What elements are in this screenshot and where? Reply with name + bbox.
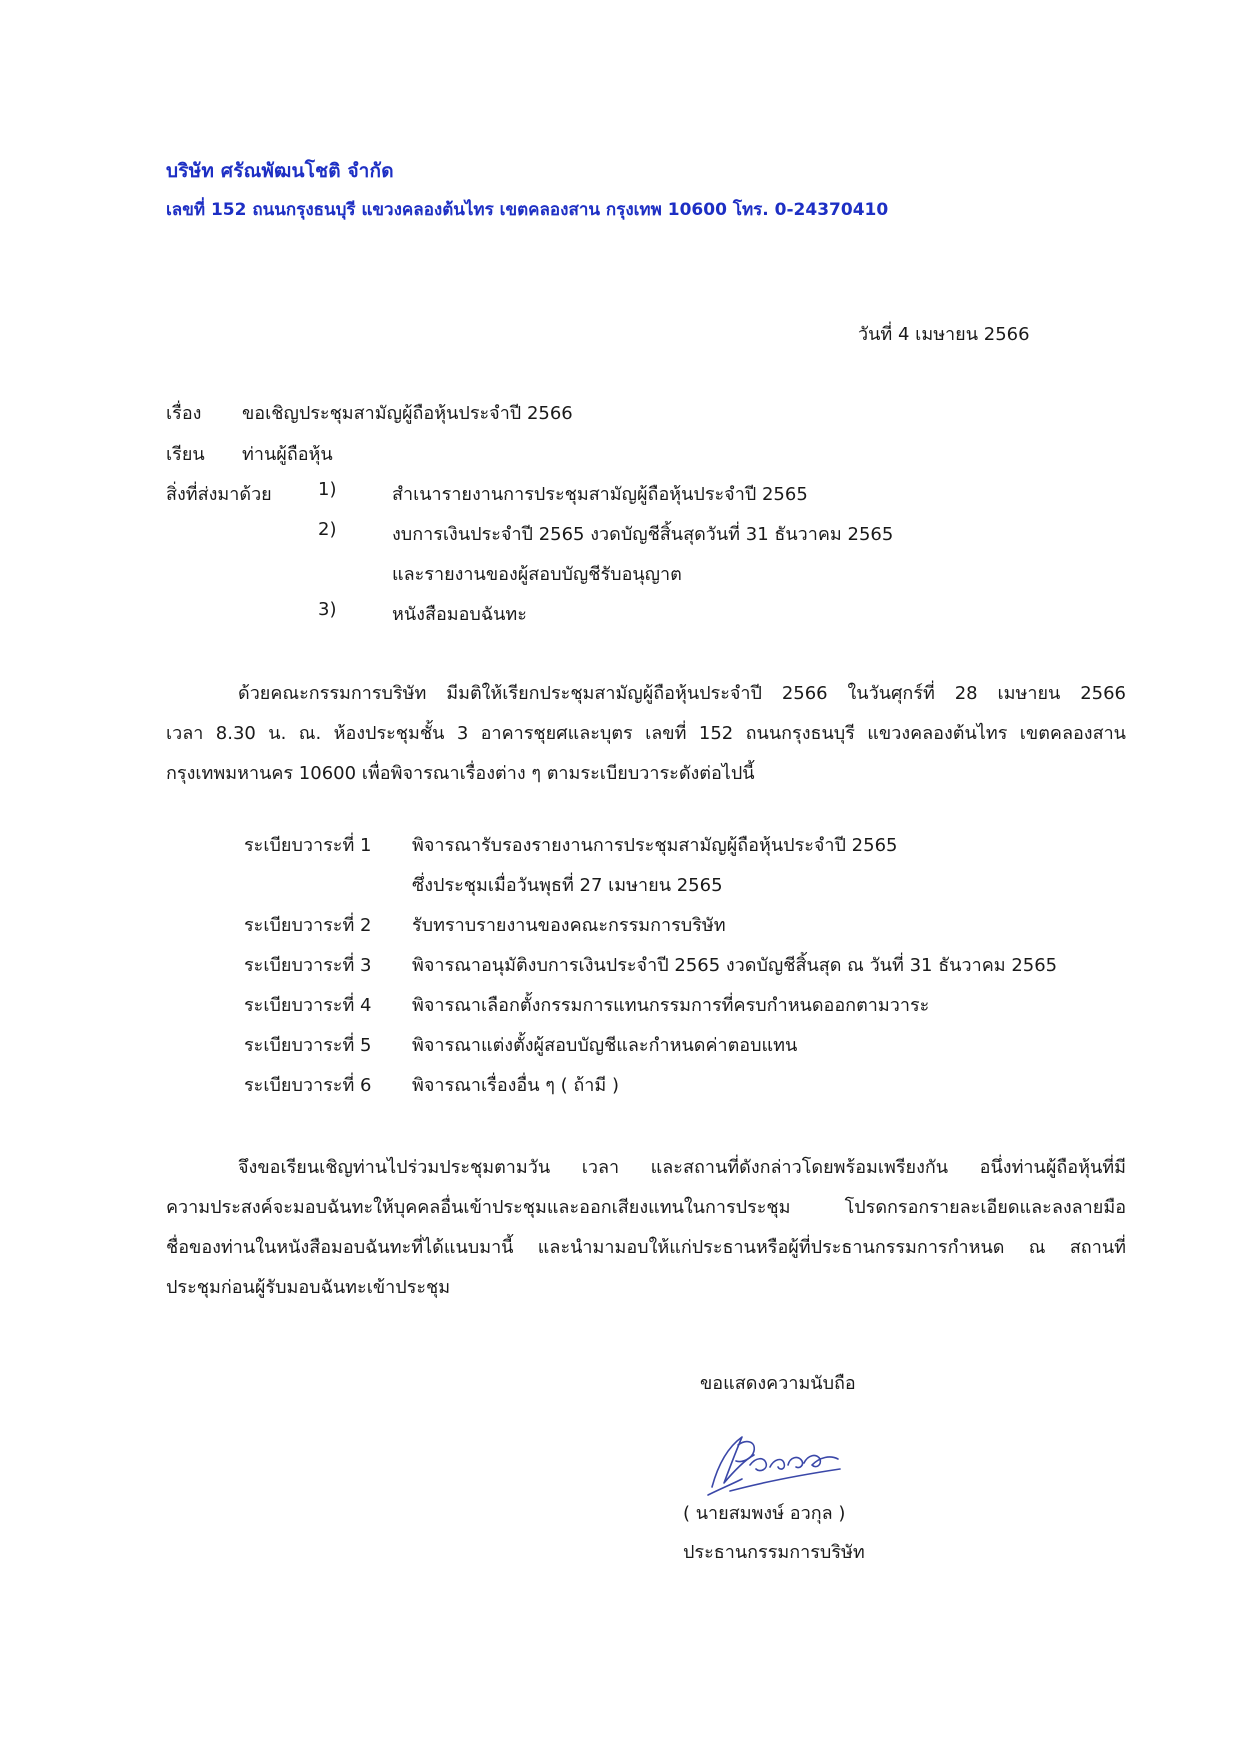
recipient-text: ท่านผู้ถือหุ้น xyxy=(242,444,333,465)
agenda-description: พิจารณาแต่งตั้งผู้สอบบัญชีและกำหนดค่าตอบแทน xyxy=(412,1035,798,1056)
agenda-description: พิจารณาเรื่องอื่น ๆ ( ถ้ามี ) xyxy=(412,1075,619,1096)
company-name: บริษัท ศรัณพัฒนโชติ จำกัด xyxy=(166,160,394,182)
enclosure-3-num: 3) xyxy=(318,599,337,620)
agenda-number: ระเบียบวาระที่ 6 xyxy=(244,1075,372,1096)
subject-label: เรื่อง xyxy=(166,403,202,424)
intro-line: ด้วยคณะกรรมการบริษัท มีมติให้เรียกประชุมสามัญผู้ถือหุ้นประจำปี 2566 ในวันศุกร์ที่ 28 เมษายน 2566 xyxy=(238,683,1126,704)
agenda-description: พิจารณาอนุมัติงบการเงินประจำปี 2565 งวดบัญชีสิ้นสุด ณ วันที่ 31 ธันวาคม 2565 xyxy=(412,955,1058,976)
invitation-line: ประชุมก่อนผู้รับมอบฉันทะเข้าประชุม xyxy=(166,1277,451,1298)
enclosure-2-text: งบการเงินประจำปี 2565 งวดบัญชีสิ้นสุดวันที่ 31 ธันวาคม 2565 xyxy=(392,524,894,545)
enclosure-2-num: 2) xyxy=(318,519,337,540)
enclosure-3-text: หนังสือมอบฉันทะ xyxy=(392,604,527,625)
handwritten-signature xyxy=(690,1425,850,1505)
agenda-description: รับทราบรายงานของคณะกรรมการบริษัท xyxy=(412,915,726,936)
enclosure-2-text-cont: และรายงานของผู้สอบบัญชีรับอนุญาต xyxy=(392,564,682,585)
agenda-description: พิจารณารับรองรายงานการประชุมสามัญผู้ถือหุ้นประจำปี 2565 xyxy=(412,835,898,856)
enclosure-1-num: 1) xyxy=(318,479,337,500)
signer-name: ( นายสมพงษ์ อวกุล ) xyxy=(683,1503,846,1524)
agenda-number: ระเบียบวาระที่ 4 xyxy=(244,995,372,1016)
agenda-number: ระเบียบวาระที่ 3 xyxy=(244,955,372,976)
invitation-line: จึงขอเรียนเชิญท่านไปร่วมประชุมตามวัน เวลา และสถานที่ดังกล่าวโดยพร้อมเพรียงกัน อนึ่งท่านผู้ถือหุ้นที่มี xyxy=(238,1157,1126,1178)
subject-text: ขอเชิญประชุมสามัญผู้ถือหุ้นประจำปี 2566 xyxy=(242,403,573,424)
closing-salutation: ขอแสดงความนับถือ xyxy=(700,1373,856,1394)
invitation-line: ชื่อของท่านในหนังสือมอบฉันทะที่ได้แนบมานี้ และนำมามอบให้แก่ประธานหรือผู้ที่ประธานกรรมการกำหนด ณ สถานที่ xyxy=(166,1237,1126,1258)
intro-paragraph xyxy=(166,674,1126,794)
agenda-number: ระเบียบวาระที่ 2 xyxy=(244,915,372,936)
agenda-number: ระเบียบวาระที่ 1 xyxy=(244,835,372,856)
intro-line: กรุงเทพมหานคร 10600 เพื่อพิจารณาเรื่องต่าง ๆ ตามระเบียบวาระดังต่อไปนี้ xyxy=(166,763,755,784)
agenda-description: พิจารณาเลือกตั้งกรรมการแทนกรรมการที่ครบกำหนดออกตามวาระ xyxy=(412,995,930,1016)
invitation-line: ความประสงค์จะมอบฉันทะให้บุคคลอื่นเข้าประชุมและออกเสียงแทนในการประชุม โปรดกรอกรายละเอียดและลงลายมือ xyxy=(166,1197,1126,1218)
recipient-label: เรียน xyxy=(166,444,205,465)
letter-date: วันที่ 4 เมษายน 2566 xyxy=(858,324,1030,345)
company-address: เลขที่ 152 ถนนกรุงธนบุรี แขวงคลองต้นไทร เขตคลองสาน กรุงเทพ 10600 โทร. 0-24370410 xyxy=(166,200,889,220)
agenda-number: ระเบียบวาระที่ 5 xyxy=(244,1035,372,1056)
invitation-paragraph xyxy=(166,1148,1126,1308)
intro-line: เวลา 8.30 น. ณ. ห้องประชุมชั้น 3 อาคารชุยศและบุตร เลขที่ 152 ถนนกรุงธนบุรี แขวงคลองต้นไทร เขตคลองสาน xyxy=(166,723,1126,744)
enclosure-1-text: สำเนารายงานการประชุมสามัญผู้ถือหุ้นประจำปี 2565 xyxy=(392,484,808,505)
enclosures-label: สิ่งที่ส่งมาด้วย xyxy=(166,484,272,505)
signer-title: ประธานกรรมการบริษัท xyxy=(683,1542,865,1563)
agenda-description: ซึ่งประชุมเมื่อวันพุธที่ 27 เมษายน 2565 xyxy=(412,875,723,896)
